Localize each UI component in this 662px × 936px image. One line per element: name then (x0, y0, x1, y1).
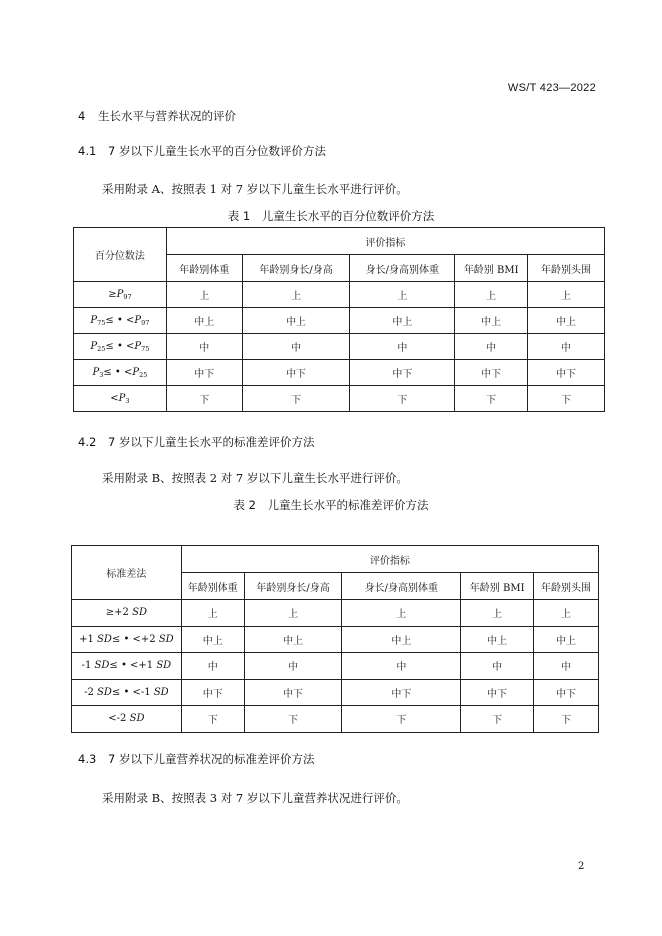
section-4-1-number: 4.1 (78, 144, 97, 158)
section-4-title: 生长水平与营养状况的评价 (98, 109, 236, 123)
table-cell: 下 (528, 386, 605, 412)
label-part: P (132, 366, 140, 378)
table-cell: 中下 (350, 360, 455, 386)
table-2-row-label (72, 706, 182, 733)
label-part: 25 (139, 370, 148, 379)
table-cell: 上 (528, 282, 605, 308)
table-2-col-header: 年龄别体重 (181, 573, 244, 600)
table-row (72, 679, 599, 706)
table-row (74, 282, 605, 308)
table-cell: 中下 (461, 679, 534, 706)
table-cell: 中 (455, 334, 528, 360)
label-part: < (110, 392, 119, 404)
table-cell: 下 (534, 706, 599, 733)
table-cell: 中上 (528, 308, 605, 334)
table-1-group-header: 评价指标 (166, 228, 604, 255)
table-cell: 中下 (244, 679, 342, 706)
table-cell: 中上 (455, 308, 528, 334)
table-2-group-header: 评价指标 (181, 546, 598, 573)
label-part: P (118, 392, 126, 404)
table-cell: 下 (181, 706, 244, 733)
label-part: +1 (138, 660, 157, 672)
table-2-row-header: 标准差法 (72, 546, 182, 600)
table-row (72, 706, 599, 733)
table-cell: 中上 (244, 626, 342, 653)
table-cell: 中 (242, 334, 350, 360)
table-1 (73, 227, 605, 412)
label-part: ≤ • < (109, 660, 139, 672)
table-cell: 中下 (528, 360, 605, 386)
section-4-2-title: 7 岁以下儿童生长水平的标准差评价方法 (108, 435, 315, 449)
table-cell: 中上 (534, 626, 599, 653)
table-row (74, 360, 605, 386)
table-cell: 上 (534, 600, 599, 627)
table-2-row-label (72, 626, 182, 653)
table-1-col-header: 年龄别体重 (166, 255, 242, 282)
label-part: -1 (81, 660, 95, 672)
label-part: -2 (84, 686, 98, 698)
table-1-col-header: 年龄别头围 (528, 255, 605, 282)
table-cell: 下 (242, 386, 350, 412)
table-cell: 中上 (461, 626, 534, 653)
table-cell: 下 (350, 386, 455, 412)
label-part: -1 (140, 686, 154, 698)
table-1-col-header: 身长/身高别体重 (350, 255, 455, 282)
label-part: P (90, 340, 98, 352)
table-cell: 中上 (181, 626, 244, 653)
label-part: SD (132, 607, 147, 619)
table-1-row-label (74, 308, 167, 334)
table-cell: 中下 (455, 360, 528, 386)
table-cell: 下 (166, 386, 242, 412)
table-cell: 上 (461, 600, 534, 627)
table-cell: 中下 (534, 679, 599, 706)
table-row (72, 600, 599, 627)
table-2-col-header: 年龄别 BMI (461, 573, 534, 600)
table-1-row-label (74, 386, 167, 412)
table-cell: 下 (455, 386, 528, 412)
label-part: ≤ • < (105, 340, 135, 352)
label-part: ≤ • < (111, 686, 141, 698)
table-cell: 中上 (342, 626, 461, 653)
table-2-row-label (72, 653, 182, 680)
label-part: ≤ • < (111, 633, 141, 645)
section-4-2-heading (78, 434, 314, 450)
section-4-3-title: 7 岁以下儿童营养状况的标准差评价方法 (108, 752, 315, 766)
table-cell: 上 (181, 600, 244, 627)
table-cell: 中下 (242, 360, 350, 386)
standard-code: WS/T 423—2022 (507, 82, 596, 94)
label-part: SD (129, 713, 145, 725)
table-cell: 中 (244, 653, 342, 680)
label-part: 97 (141, 318, 150, 327)
label-part: SD (97, 633, 112, 645)
table-row (74, 308, 605, 334)
label-part: SD (158, 633, 174, 645)
label-part: +2 (140, 633, 159, 645)
label-part: ≤ • < (105, 314, 135, 326)
table-cell: 中下 (342, 679, 461, 706)
section-4-2-number: 4.2 (78, 435, 97, 449)
table-2-col-header: 年龄别身长/身高 (244, 573, 342, 600)
table-row (74, 334, 605, 360)
label-part: SD (153, 686, 169, 698)
table-2-col-header: 年龄别头围 (534, 573, 599, 600)
label-part: SD (156, 660, 172, 672)
label-part: SD (97, 686, 112, 698)
table-1-row-header: 百分位数法 (74, 228, 167, 282)
label-part: 3 (99, 370, 104, 379)
table-cell: 中上 (166, 308, 242, 334)
label-part: P (90, 314, 98, 326)
table-2-caption: 表 2 儿童生长水平的标准差评价方法 (233, 498, 429, 512)
table-row (72, 626, 599, 653)
label-part: P (134, 340, 142, 352)
label-part: P (134, 314, 142, 326)
table-cell: 中 (166, 334, 242, 360)
table-cell: 下 (244, 706, 342, 733)
table-cell: 中上 (242, 308, 350, 334)
table-cell: 上 (244, 600, 342, 627)
section-4-2-paragraph: 采用附录 B、按照表 2 对 7 岁以下儿童生长水平进行评价。 (102, 471, 408, 485)
section-4-1-title: 7 岁以下儿童生长水平的百分位数评价方法 (108, 144, 326, 158)
table-cell: 中下 (166, 360, 242, 386)
table-1-row-label (74, 334, 167, 360)
table-cell: 上 (166, 282, 242, 308)
table-cell: 上 (342, 600, 461, 627)
section-4-3-number: 4.3 (78, 752, 97, 766)
label-part: P (116, 288, 124, 300)
label-part: P (92, 366, 100, 378)
table-cell: 下 (342, 706, 461, 733)
section-4-heading (78, 108, 236, 124)
section-4-1-paragraph: 采用附录 A、按照表 1 对 7 岁以下儿童生长水平进行评价。 (102, 182, 408, 196)
label-part: 97 (123, 292, 132, 301)
table-row (74, 386, 605, 412)
table-2-col-header: 身长/身高别体重 (342, 573, 461, 600)
label-part: 25 (97, 344, 106, 353)
table-cell: 中 (528, 334, 605, 360)
table-cell: 中 (534, 653, 599, 680)
page-number: 2 (578, 861, 585, 872)
label-part: 75 (141, 344, 150, 353)
table-2-row-label (72, 600, 182, 627)
table-cell: 上 (242, 282, 350, 308)
table-cell: 中下 (181, 679, 244, 706)
table-cell: 上 (455, 282, 528, 308)
table-2-row-label (72, 679, 182, 706)
label-part: ≥ (108, 288, 117, 300)
label-part: 3 (125, 396, 130, 405)
table-1-col-header: 年龄别身长/身高 (242, 255, 350, 282)
label-part: 75 (97, 318, 106, 327)
table-cell: 中上 (350, 308, 455, 334)
label-part: ≤ • < (103, 366, 133, 378)
table-cell: 中 (350, 334, 455, 360)
section-4-3-paragraph: 采用附录 B、按照表 3 对 7 岁以下儿童营养状况进行评价。 (102, 791, 408, 805)
section-4-3-heading (78, 751, 314, 767)
table-2 (71, 545, 599, 733)
label-part: <-2 (108, 713, 130, 725)
label-part: ≥+2 (105, 607, 133, 619)
label-part: SD (94, 660, 110, 672)
table-cell: 上 (350, 282, 455, 308)
section-4-number: 4 (78, 109, 86, 123)
table-1-row-label (74, 282, 167, 308)
table-1-row-label (74, 360, 167, 386)
table-cell: 中 (461, 653, 534, 680)
table-1-col-header: 年龄别 BMI (455, 255, 528, 282)
table-cell: 下 (461, 706, 534, 733)
table-cell: 中 (342, 653, 461, 680)
section-4-1-heading (78, 143, 326, 159)
table-row (72, 653, 599, 680)
table-cell: 中 (181, 653, 244, 680)
label-part: +1 (79, 633, 98, 645)
table-1-caption: 表 1 儿童生长水平的百分位数评价方法 (227, 209, 435, 223)
